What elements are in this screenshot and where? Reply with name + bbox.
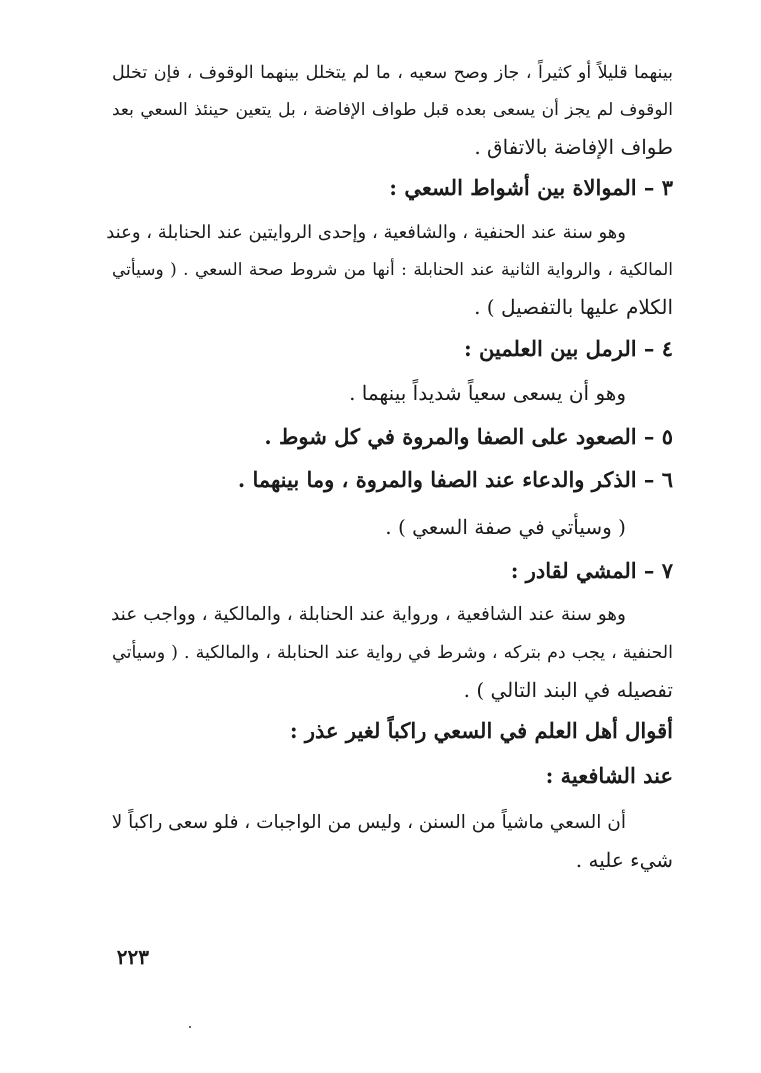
paragraph-line: بينهما قليلاً أو كثيراً ، جاز وصح سعيه ، ما لم يتخلل بينهما الوقوف ، فإن تخلل	[112, 63, 673, 83]
page-number: ٢٢٣	[116, 945, 149, 969]
section-heading: ٣ – الموالاة بين أشواط السعي :	[389, 175, 673, 200]
paragraph-line: الوقوف لم يجز أن يسعى بعده قبل طواف الإفاضة ، بل يتعين حينئذ السعي بعد	[112, 100, 673, 120]
paragraph-line: طواف الإفاضة بالاتفاق .	[474, 135, 673, 159]
paragraph-line: وهو سنة عند الشافعية ، ورواية عند الحنابلة ، والمالكية ، وواجب عند	[110, 604, 626, 625]
paragraph-line: تفصيله في البند التالي ) .	[463, 678, 673, 702]
paragraph-line: الحنفية ، يجب دم بتركه ، وشرط في رواية عند الحنابلة ، والمالكية . ( وسيأتي	[112, 643, 673, 663]
paragraph-line: ( وسيأتي في صفة السعي ) .	[385, 515, 626, 539]
paragraph-line: وهو سنة عند الحنفية ، والشافعية ، وإحدى الروايتين عند الحنابلة ، وعند	[106, 222, 626, 243]
paragraph-line: شيء عليه .	[575, 848, 673, 872]
section-heading: ٥ – الصعود على الصفا والمروة في كل شوط .	[264, 424, 673, 449]
section-heading: أقوال أهل العلم في السعي راكباً لغير عذر :	[289, 718, 673, 743]
paragraph-line: الكلام عليها بالتفصيل ) .	[474, 295, 673, 319]
paragraph-line: وهو أن يسعى سعياً شديداً بينهما .	[349, 381, 626, 405]
paragraph-line: أن السعي ماشياً من السنن ، وليس من الواجبات ، فلو سعى راكباً لا	[111, 812, 626, 833]
section-heading: ٦ – الذكر والدعاء عند الصفا والمروة ، وما بينهما .	[237, 467, 673, 492]
section-heading: ٧ – المشي لقادر :	[510, 558, 673, 583]
paragraph-line: المالكية ، والرواية الثانية عند الحنابلة : أنها من شروط صحة السعي . ( وسيأتي	[112, 260, 673, 280]
subsection-heading: عند الشافعية :	[545, 763, 673, 788]
scan-speck	[189, 1026, 191, 1028]
section-heading: ٤ – الرمل بين العلمين :	[463, 336, 673, 361]
